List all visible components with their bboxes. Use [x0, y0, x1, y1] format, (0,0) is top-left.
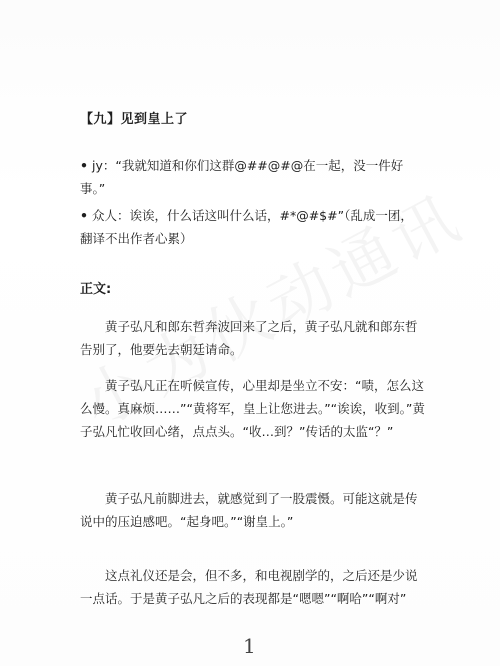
body-heading: 正文: — [80, 282, 112, 297]
paragraph: 这点礼仪还是会，但不多，和电视剧学的，之后还是少说一点话。于是黄子弘凡之后的表现都是“嗯嗯”“啊哈”“啊对” — [80, 568, 418, 606]
bullet-icon: • — [80, 158, 88, 173]
paragraph: 黄子弘凡和郎东哲奔波回来了之后，黄子弘凡就和郎东哲告别了，他要先去朝廷请命。 — [80, 319, 418, 357]
bullet-icon: • — [80, 208, 88, 223]
note-item — [80, 154, 425, 200]
note-text: jy：“我就知道和你们这群@##@#@在一起，没一件好事。” — [80, 158, 404, 196]
note-item — [80, 204, 425, 250]
section-title: 【九】见到皇上了 — [80, 112, 189, 127]
note-text: 众人：诶诶，什么话这叫什么话，#*@#$#”（乱成一团，翻译不出作者心累） — [80, 208, 413, 246]
paragraph: 黄子弘凡正在听候宣传，心里却是坐立不安：“啧，怎么这么慢。真麻烦……”“黄将军，皇上让您进去。”“诶诶，收到。”黄子弘凡忙收回心绪，点点头。“收…到？”传话的太监“？” — [80, 378, 425, 439]
paragraph: 黄子弘凡前脚进去，就感觉到了一股震慑。可能这就是传说中的压迫感吧。“起身吧。”“谢皇上。” — [80, 491, 418, 529]
page-number: 1 — [243, 634, 256, 658]
